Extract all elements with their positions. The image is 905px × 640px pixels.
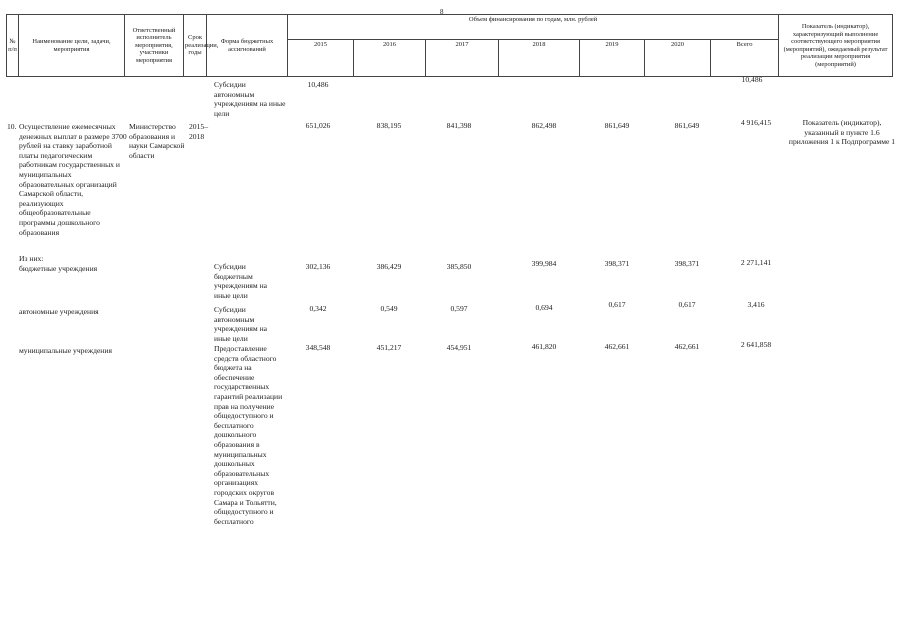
- budget-inst-2016: 386,429: [376, 262, 402, 271]
- budget-inst-2020: 398,371: [674, 259, 700, 268]
- budget-inst-form: Субсидии бюджетным учреждениям на иные цели: [214, 262, 268, 300]
- row10-responsible: Министерство образования и науки Самарской области: [129, 122, 185, 160]
- budget-inst-2018: 399,984: [531, 259, 557, 268]
- row10-2016: 838,195: [376, 121, 402, 130]
- auto-inst-2015: 0,342: [309, 304, 327, 313]
- muni-inst-2018: 461,820: [531, 342, 557, 351]
- row10-total: 4 916,415: [740, 118, 772, 127]
- auto-inst-2020: 0,617: [678, 300, 696, 309]
- incl-label: Из них:: [19, 254, 44, 263]
- row10-name: Осуществление ежемесячных денежных выплат в размере 3700 рублей на ставку заработной платы педагогическим работникам государственных и муниципальных образовательных организаций Самарской области, реализующих общеобразовательные программы дошкольного образования: [19, 122, 127, 237]
- row10-2018: 862,498: [531, 121, 557, 130]
- cont-form: Субсидии автономным учреждениям на иные цели: [214, 80, 286, 118]
- header-year-2018: 2018: [499, 40, 580, 77]
- muni-inst-total: 2 641,858: [740, 340, 772, 349]
- header-volume: Объем финансирования по годам, млн. рублей: [288, 15, 779, 40]
- budget-inst-total: 2 271,141: [740, 258, 772, 267]
- header-form: Форма бюджетных ассигнований: [207, 15, 288, 77]
- row10-2019: 861,649: [604, 121, 630, 130]
- header-total: Всего: [711, 40, 779, 77]
- header-year-2020: 2020: [645, 40, 711, 77]
- budget-table-header: [6, 14, 893, 77]
- muni-inst-name: муниципальные учреждения: [19, 346, 112, 355]
- muni-inst-form: Предоставление средств областного бюджета на обеспечение государственных гарантий реализации прав на получение общедоступного и бесплатного дошкольного образования в муниципальных дошкольных образовательных организациях городских округов Самара и Тольятти, общедоступного и бесплатного: [214, 344, 283, 526]
- budget-inst-2015: 302,136: [305, 262, 331, 271]
- budget-inst-2017: 385,850: [446, 262, 472, 271]
- header-year-2017: 2017: [426, 40, 499, 77]
- cont-2015: 10,486: [307, 80, 329, 89]
- muni-inst-2015: 348,548: [305, 343, 331, 352]
- auto-inst-2019: 0,617: [608, 300, 626, 309]
- header-num: № п/п: [7, 15, 19, 77]
- muni-inst-2016: 451,217: [376, 343, 402, 352]
- auto-inst-total: 3,416: [747, 300, 765, 309]
- cont-total: 10,486: [741, 75, 763, 84]
- row10-indicator: Показатель (индикатор), указанный в пункте 1.6 приложения 1 к Подпрограмме 1: [788, 118, 896, 147]
- header-year-2015: 2015: [288, 40, 354, 77]
- budget-inst-name: бюджетные учреждения: [19, 264, 98, 273]
- muni-inst-2020: 462,661: [674, 342, 700, 351]
- page-number: 8: [440, 8, 444, 16]
- row10-2020: 861,649: [674, 121, 700, 130]
- header-name: Наименование цели, задачи, мероприятия: [19, 15, 125, 77]
- muni-inst-2017: 454,951: [446, 343, 472, 352]
- header-year-2019: 2019: [580, 40, 645, 77]
- auto-inst-2016: 0,549: [380, 304, 398, 313]
- auto-inst-2017: 0,597: [450, 304, 468, 313]
- auto-inst-name: автономные учреждения: [19, 307, 99, 316]
- row10-2017: 841,398: [446, 121, 472, 130]
- row10-term: 2015–2018: [189, 122, 208, 141]
- header-responsible: Ответственный исполнитель мероприятия, участники мероприятия: [125, 15, 184, 77]
- header-indicator: Показатель (индикатор), характеризующий выполнение соответствующего мероприятия (мероприятий), ожидаемый результат реализации мероприятия (мероприятий): [779, 15, 893, 77]
- row10-number: 10.: [7, 122, 17, 131]
- auto-inst-2018: 0,694: [535, 303, 553, 312]
- muni-inst-2019: 462,661: [604, 342, 630, 351]
- header-year-2016: 2016: [354, 40, 426, 77]
- row10-2015: 651,026: [305, 121, 331, 130]
- header-term: Срок реализации, годы: [184, 15, 207, 77]
- budget-inst-2019: 398,371: [604, 259, 630, 268]
- auto-inst-form: Субсидии автономным учреждениям на иные цели: [214, 305, 268, 343]
